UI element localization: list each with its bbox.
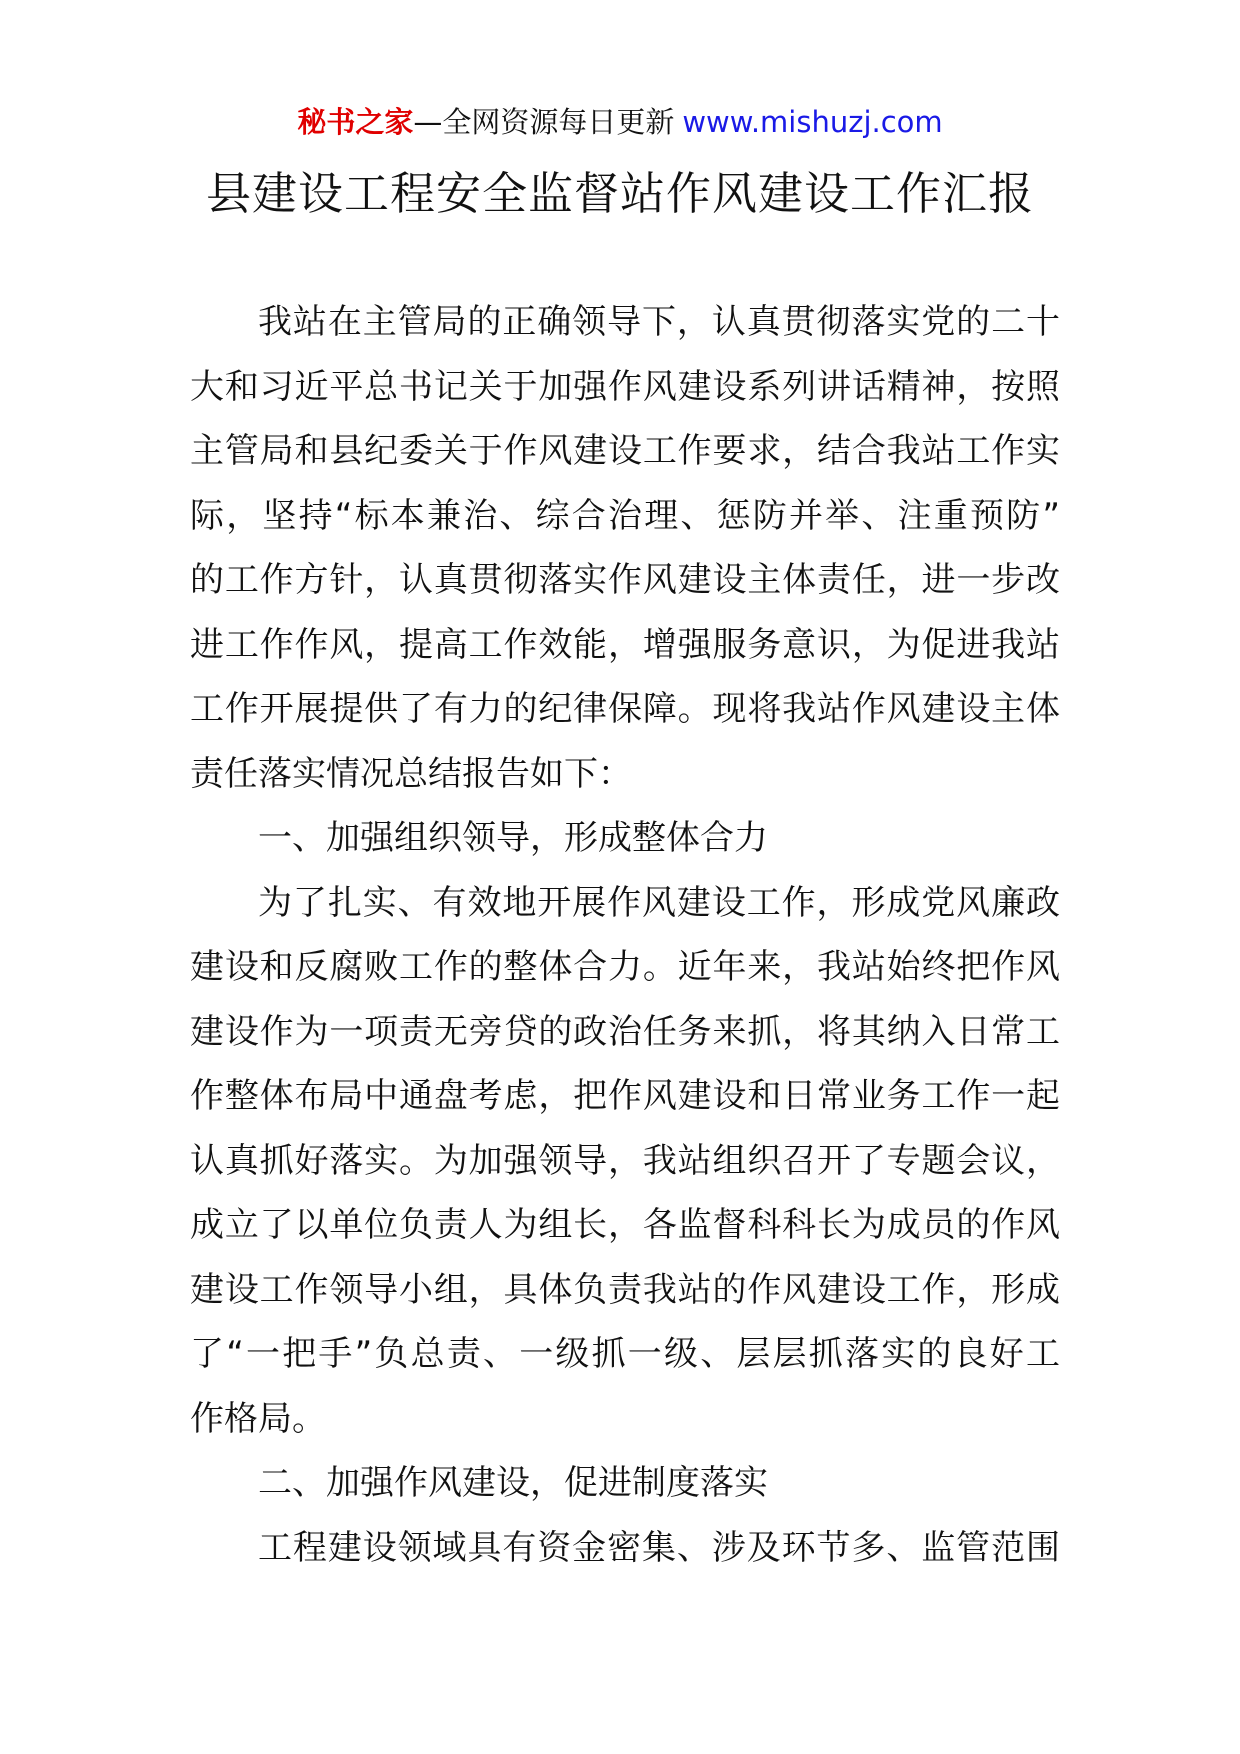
paragraph-line: 际，坚持“标本兼治、综合治理、惩防并举、注重预防” [190, 495, 1060, 536]
section-heading-2: 二、加强作风建设，促进制度落实 [258, 1463, 768, 1503]
paragraph-line: 认真抓好落实。为加强领导，我站组织召开了专题会议， [190, 1140, 1060, 1181]
paragraph-line: 主管局和县纪委关于作风建设工作要求，结合我站工作实 [190, 431, 1060, 471]
paragraph-line: 的工作方针，认真贯彻落实作风建设主体责任，进一步改 [190, 560, 1060, 600]
paragraph-line: 大和习近平总书记关于加强作风建设系列讲话精神，按照 [190, 366, 1060, 407]
document-title: 县建设工程安全监督站作风建设工作汇报 [205, 167, 1034, 220]
document-body [190, 290, 1060, 1580]
paragraph-line: 建设作为一项责无旁贷的政治任务来抓，将其纳入日常工 [190, 1011, 1060, 1052]
paragraph-line: 作格局。 [190, 1398, 326, 1439]
paragraph-line: 成立了以单位负责人为组长，各监督科科长为成员的作风 [190, 1205, 1060, 1245]
paragraph-line: 我站在主管局的正确领导下，认真贯彻落实党的二十 [258, 302, 1060, 342]
paragraph-line: 责任落实情况总结报告如下： [190, 753, 632, 794]
site-header [0, 102, 1240, 142]
paragraph-line: 建设和反腐败工作的整体合力。近年来，我站始终把作风 [190, 947, 1060, 987]
paragraph-line: 作整体布局中通盘考虑，把作风建设和日常业务工作一起 [190, 1076, 1060, 1116]
paragraph-line: 工程建设领域具有资金密集、涉及环节多、监管范围 [258, 1527, 1060, 1568]
section-heading-1: 一、加强组织领导，形成整体合力 [258, 818, 768, 858]
paragraph-line: 工作开展提供了有力的纪律保障。现将我站作风建设主体 [190, 689, 1060, 729]
paragraph-line: 进工作作风，提高工作效能，增强服务意识，为促进我站 [190, 624, 1060, 665]
header-tagline: —全网资源每日更新 [413, 105, 675, 139]
paragraph-line: 了“一把手”负总责、一级抓一级、层层抓落实的良好工 [190, 1334, 1060, 1374]
site-url-link[interactable]: www.mishuzj.com [682, 105, 943, 139]
paragraph-line: 建设工作领导小组，具体负责我站的作风建设工作，形成 [190, 1269, 1060, 1310]
brand-name: 秘书之家 [297, 105, 414, 139]
paragraph-line: 为了扎实、有效地开展作风建设工作，形成党风廉政 [258, 882, 1060, 923]
